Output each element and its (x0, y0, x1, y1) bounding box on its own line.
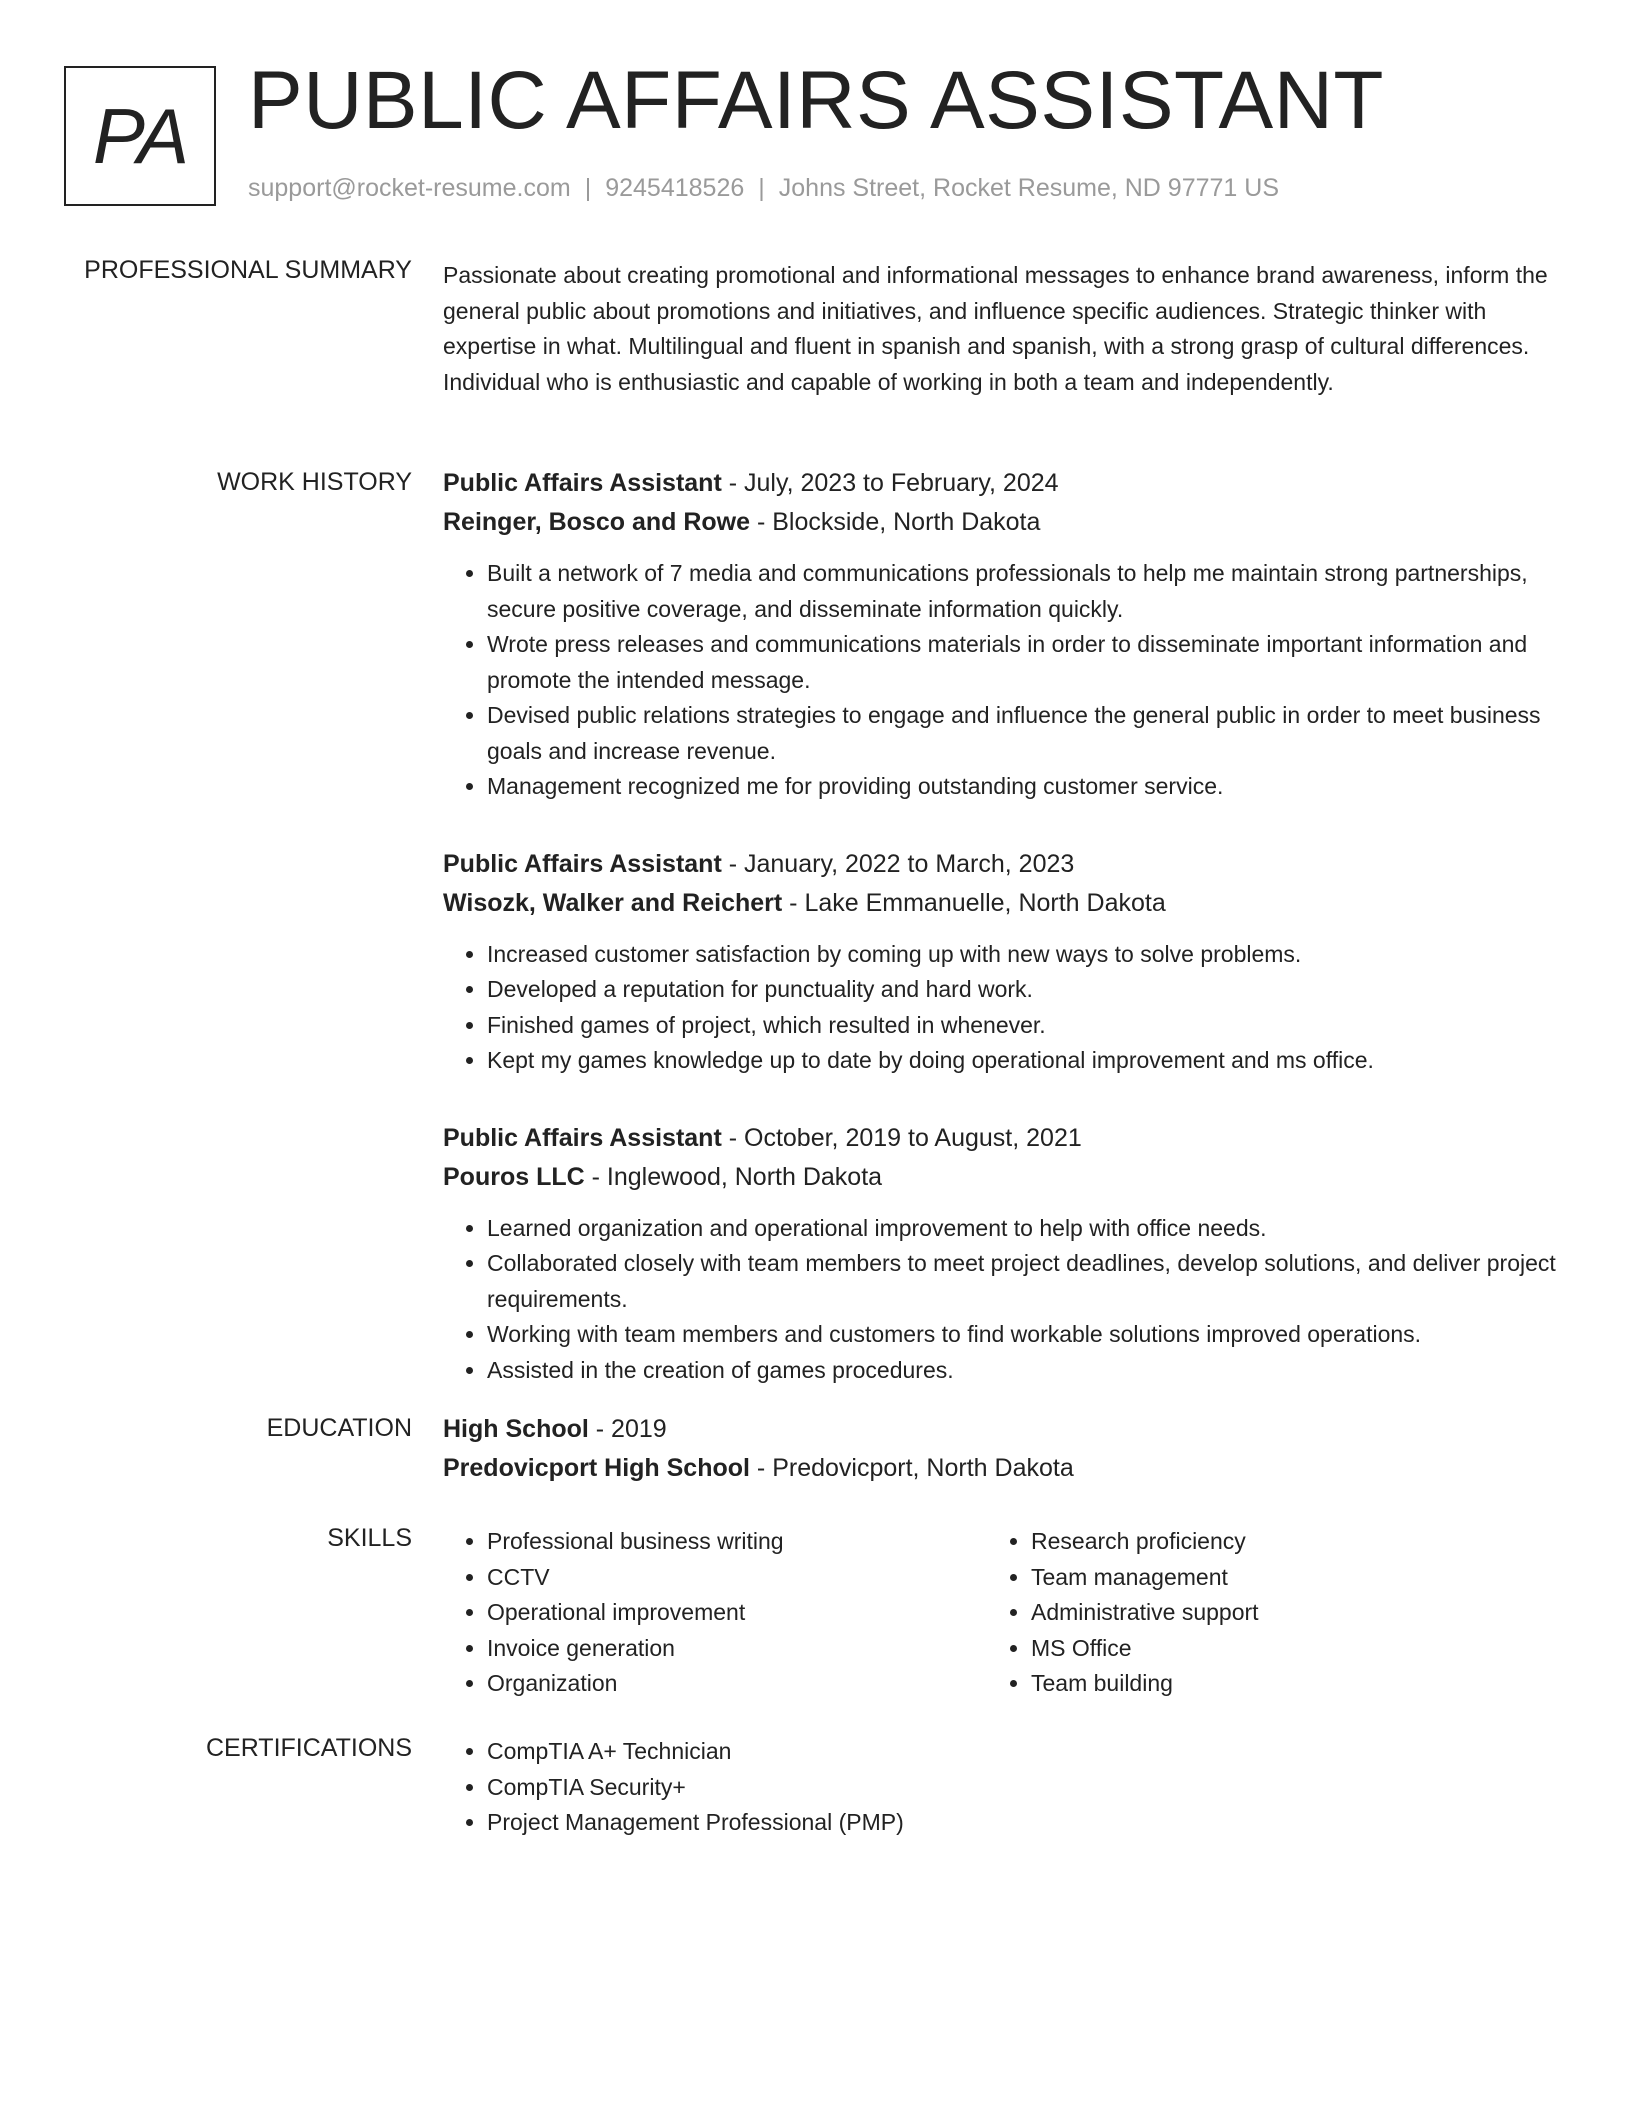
job-title-line (443, 464, 1563, 503)
contact-separator: | (584, 174, 592, 202)
skills-body (443, 1524, 1563, 1702)
skill-item: • MS Office (1031, 1631, 1531, 1667)
section-label-work: WORK HISTORY (217, 468, 412, 496)
job-company: Reinger, Bosco and Rowe (443, 508, 751, 536)
job-bullet: • Learned organization and operational improvement to help with office needs. (487, 1211, 1563, 1247)
skill-item: • Research proficiency (1031, 1524, 1531, 1560)
job-company: Wisozk, Walker and Reichert (443, 888, 783, 917)
skill-item: • Administrative support (1031, 1595, 1531, 1631)
job-title-line (443, 1119, 1563, 1158)
education-body (443, 1410, 1563, 1488)
skills-list (987, 1524, 1531, 1702)
job-bullet: • Finished games of project, which resulted in whenever. (487, 1008, 1563, 1044)
contact-email: support@rocket-resume.com (248, 174, 571, 202)
job-title-line (443, 845, 1563, 884)
section-label-certifications: CERTIFICATIONS (205, 1734, 412, 1762)
job-company-line (443, 1158, 1563, 1197)
summary-text: Passionate about creating promotional and informational messages to enhance brand awareness, inform the general public about promotions and initiatives, and influence specific audiences. Strategic thinker with expertise in what. Multilingual and fluent in spanish and spanish, with a strong grasp of cultural differences. Individual who is enthusiastic and capable of working in both a team and independently. (443, 262, 1548, 395)
job-entry (443, 464, 1563, 805)
job-bullets (443, 1211, 1563, 1389)
skills-column-left (443, 1524, 987, 1702)
job-bullets (443, 556, 1563, 805)
job-company-line (443, 884, 1563, 923)
certification-item: • CompTIA Security+ (487, 1770, 1563, 1806)
skill-item: • CCTV (487, 1560, 987, 1596)
job-bullet: • Management recognized me for providing outstanding customer service. (487, 769, 1563, 805)
section-label-skills: SKILLS (327, 1524, 412, 1552)
skills-column-right (987, 1524, 1531, 1702)
job-bullet: • Assisted in the creation of games procedures. (487, 1353, 1563, 1389)
job-title: Public Affairs Assistant (443, 1123, 722, 1152)
certification-item: • CompTIA A+ Technician (487, 1734, 1563, 1770)
job-bullet: • Devised public relations strategies to engage and influence the general public in order to meet business goals and increase revenue. (487, 698, 1563, 769)
skill-item: • Team building (1031, 1666, 1531, 1702)
job-dates: - January, 2022 to March, 2023 (721, 849, 1075, 878)
job-bullet: • Wrote press releases and communications materials in order to disseminate important information and promote the intended message. (487, 627, 1563, 698)
education-location: - Predovicport, North Dakota (749, 1454, 1074, 1482)
skill-item: • Professional business writing (487, 1524, 987, 1560)
job-entry (443, 1119, 1563, 1389)
job-dates: - July, 2023 to February, 2024 (721, 469, 1059, 497)
job-bullet: • Kept my games knowledge up to date by doing operational improvement and ms office. (487, 1043, 1563, 1079)
education-year: - 2019 (588, 1415, 667, 1443)
contact-separator: | (758, 174, 765, 202)
contact-line (248, 174, 1279, 203)
skills-grid (443, 1524, 1563, 1702)
certification-item: • Project Management Professional (PMP) (487, 1805, 1563, 1841)
skills-list (443, 1524, 987, 1702)
work-history-body (443, 464, 1563, 1428)
job-entry (443, 845, 1563, 1079)
job-title: Public Affairs Assistant (443, 469, 722, 497)
section-label-summary: PROFESSIONAL SUMMARY (84, 256, 412, 284)
job-company-line (443, 503, 1563, 542)
page-title: PUBLIC AFFAIRS ASSISTANT (248, 55, 1385, 146)
education-school: Predovicport High School (443, 1454, 750, 1482)
contact-address: Johns Street, Rocket Resume, ND 97771 US (778, 174, 1279, 202)
job-bullet: • Increased customer satisfaction by coming up with new ways to solve problems. (487, 937, 1563, 973)
education-school-line (443, 1449, 1563, 1488)
monogram-logo: PA (64, 66, 216, 206)
job-bullet: • Developed a reputation for punctuality and hard work. (487, 972, 1563, 1008)
contact-phone: 9245418526 (605, 174, 745, 202)
education-degree: High School (443, 1415, 589, 1443)
skill-item: • Team management (1031, 1560, 1531, 1596)
certifications-body (443, 1734, 1563, 1841)
job-location: - Inglewood, North Dakota (584, 1162, 883, 1191)
job-bullets (443, 937, 1563, 1079)
job-location: - Blockside, North Dakota (750, 508, 1041, 536)
job-title: Public Affairs Assistant (443, 849, 722, 878)
job-bullet: • Built a network of 7 media and communications professionals to help me maintain strong partnerships, secure positive coverage, and disseminate information quickly. (487, 556, 1563, 627)
skill-item: • Operational improvement (487, 1595, 987, 1631)
section-label-education: EDUCATION (266, 1414, 412, 1442)
certifications-list (443, 1734, 1563, 1841)
education-degree-line (443, 1410, 1563, 1449)
job-bullet: • Working with team members and customers to find workable solutions improved operations. (487, 1317, 1563, 1353)
summary-body (443, 258, 1563, 400)
skill-item: • Invoice generation (487, 1631, 987, 1667)
job-bullet: • Collaborated closely with team members to meet project deadlines, develop solutions, and deliver project requirements. (487, 1246, 1563, 1317)
job-company: Pouros LLC (443, 1162, 585, 1191)
job-dates: - October, 2019 to August, 2021 (721, 1123, 1082, 1152)
skill-item: • Organization (487, 1666, 987, 1702)
job-location: - Lake Emmanuelle, North Dakota (782, 888, 1166, 917)
